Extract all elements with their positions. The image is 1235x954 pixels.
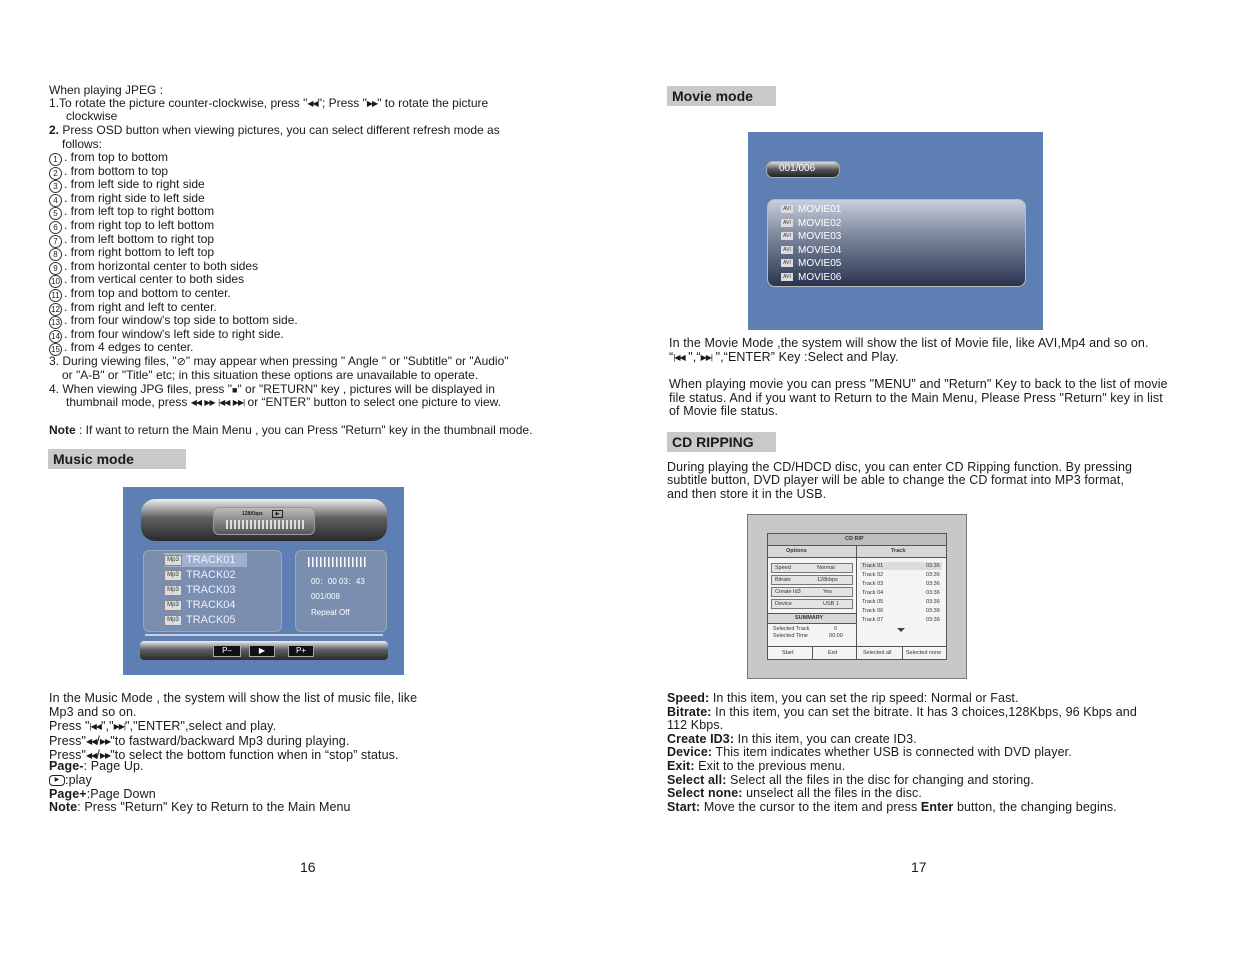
movie-name: MOVIE05 (798, 258, 842, 269)
definition-item (667, 733, 1137, 747)
option-label: Create Id3 (775, 589, 801, 595)
m3-text-c: ","ENTER",select and play. (125, 719, 277, 734)
definition-item (667, 801, 1137, 815)
bitrate-label: 128Kbps (242, 511, 263, 517)
cd-rip-screen (747, 514, 967, 679)
rewind-icon: ◀◀ (86, 751, 97, 760)
mode-text: . from left bottom to right top (64, 231, 215, 246)
definition-item (667, 787, 1137, 801)
option-value: USB 1 (823, 601, 839, 607)
definition-text: In this item, you can set the rip speed: Normal or Fast. (709, 691, 1019, 705)
track-name: TRACK03 (186, 584, 236, 596)
movie-count-box (766, 161, 840, 178)
p4-line-2 (66, 396, 501, 410)
definition-label: Select none: (667, 786, 743, 801)
page-up-line (49, 760, 144, 774)
mode-text: . from 4 edges to center. (64, 340, 194, 355)
list-item (49, 233, 298, 247)
m5-text-a: Press" (49, 748, 86, 763)
avi-tag: AVI (781, 273, 793, 281)
start-label: Start (782, 650, 794, 656)
track-row-name[interactable]: Track 06 (862, 608, 884, 614)
definition-text: 112 Kbps. (667, 718, 724, 733)
definition-label: Device: (667, 745, 713, 760)
mv2-text-c: ",“ENTER” Key :Select and Play. (712, 350, 899, 365)
summary-header: SUMMARY (795, 615, 824, 621)
level-meter-panel (213, 507, 315, 535)
previous-icon: |◀◀ (89, 722, 101, 731)
circled-number: 3 (49, 180, 62, 193)
play-icon: ▶ (49, 775, 65, 786)
option-label: Speed (775, 565, 791, 571)
mv2-text-a: “ (669, 350, 674, 365)
osd-line-2: follows: (62, 137, 103, 151)
repeat-status: Repeat Off (311, 608, 350, 617)
mode-text: . from top to bottom (64, 150, 169, 164)
selected-time-value: 00:00 (829, 633, 843, 639)
cd-desc-2: subtitle button, DVD player will be able to change the CD format into MP3 format, (667, 473, 1124, 487)
page-up-text: : Page Up. (83, 759, 144, 773)
start-button[interactable] (768, 647, 813, 659)
mode-text: . from horizontal center to both sides (64, 258, 259, 273)
m3-text-a: Press " (49, 719, 90, 734)
fast-forward-icon: ▶▶ (204, 398, 215, 408)
circled-number: 5 (49, 207, 62, 220)
mp3-tag: Mp3 (164, 600, 182, 611)
next-icon: ▶▶| (113, 722, 125, 731)
definition-text: Move the cursor to the item and press (700, 799, 921, 814)
rewind-icon: ◀◀ (307, 99, 318, 109)
option-value: Normal (817, 565, 835, 571)
play-text: :play (65, 773, 92, 787)
cd-desc-1: During playing the CD/HDCD disc, you can enter CD Ripping function. By pressing (667, 460, 1133, 474)
p4-text-b: " or "RETURN" key , pictures will be displayed in (237, 382, 495, 396)
select-all-label: Selected all (863, 650, 892, 656)
cd-ripping-heading: CD RIPPING (667, 432, 776, 452)
track-name: TRACK05 (186, 614, 236, 626)
definition-label: Speed: (667, 691, 710, 705)
list-item (49, 287, 298, 301)
m4-text-b: "to fastward/backward Mp3 during playing. (110, 734, 350, 749)
p3-line-2: or "A-B" or "Title" etc; in this situation these options are unavailable to operate. (62, 368, 479, 382)
p4-text-c: thumbnail mode, press (66, 395, 188, 409)
p4-text-d: or “ENTER” button to select one picture to view. (247, 395, 501, 409)
music-screen (123, 487, 404, 675)
movie-desc-2 (669, 351, 899, 365)
enter-key-label: Enter (920, 799, 954, 814)
track-row-time: 03:36 (926, 617, 940, 623)
rewind-icon: ◀◀ (190, 398, 202, 408)
m4-text-a: Press" (49, 734, 86, 749)
option-speed[interactable] (771, 563, 853, 573)
circled-number: 7 (49, 235, 62, 248)
note-line (49, 424, 532, 438)
movie-mode-heading: Movie mode (667, 86, 776, 106)
option-label: Device (775, 601, 792, 607)
mode-text: . from left side to right side (64, 177, 205, 192)
p4-text-a: 4. When viewing JPG files, press " (49, 382, 232, 396)
definition-text: unselect all the files in the disc. (742, 786, 922, 801)
rotate-text-a: 1.To rotate the picture counter-clockwise, press " (49, 96, 308, 110)
circled-number: 2 (49, 167, 62, 180)
track-row-name[interactable]: Track 04 (862, 590, 884, 596)
track-name: TRACK04 (186, 599, 236, 611)
play-line (49, 774, 92, 788)
mv2-text-b: ",“ (684, 350, 701, 365)
circled-number: 11 (49, 289, 62, 302)
track-count: 001/008 (311, 592, 340, 601)
movie-name: MOVIE04 (798, 244, 842, 256)
movie-name: MOVIE01 (798, 204, 842, 215)
fast-forward-icon: ▶▶ (366, 99, 378, 109)
mode-text: . from four window's top side to bottom side. (64, 313, 298, 328)
jpeg-intro: When playing JPEG : (49, 83, 164, 97)
list-item (49, 151, 298, 165)
bottom-control-bar (140, 641, 388, 660)
p3-text-a: 3. During viewing files, " (49, 354, 177, 368)
rotate-text-b: "; Press " (317, 96, 367, 110)
column-divider (856, 546, 857, 646)
definition-label: Exit: (667, 758, 695, 773)
next-icon: ▶▶| (232, 398, 245, 408)
music-desc-1: In the Music Mode , the system will show the list of music file, like (49, 691, 418, 705)
definition-item (667, 692, 1137, 706)
list-item (49, 246, 298, 260)
circled-number: 13 (49, 316, 62, 329)
mode-text: . from right and left to center. (64, 299, 217, 314)
mode-text: . from right side to left side (64, 190, 205, 205)
definition-item (667, 706, 1137, 720)
page-number-right: 17 (911, 859, 927, 875)
mode-text: . from bottom to top (64, 163, 169, 178)
movie-desc-4: file status. And if you want to Return to the Main Menu, Please Press "Return" key in list (669, 391, 1163, 405)
m5-text-b: "to select the bottom function when in “stop” status. (110, 748, 399, 763)
definition-label: Bitrate: (667, 704, 712, 719)
select-none-button[interactable] (903, 647, 946, 659)
mp3-tag: Mp3 (164, 585, 182, 596)
note2-text: : Press "Return" Key to Return to the Main Menu (77, 800, 351, 814)
note2-line (49, 801, 351, 815)
option-create-id3[interactable] (771, 587, 853, 597)
music-desc-4: Press"◀◀/▶▶"to fastward/backward Mp3 during playing. (49, 734, 350, 749)
page-up-label: Page- (49, 759, 84, 773)
track-item[interactable] (164, 599, 236, 611)
fast-forward-icon: ▶▶ (99, 751, 111, 760)
circled-number: 8 (49, 248, 62, 261)
music-desc-5: Press"◀◀/▶▶"to select the bottom function when in “stop” status. (49, 748, 399, 763)
music-desc-2: Mp3 and so on. (49, 705, 137, 719)
mp3-tag: Mp3 (164, 615, 182, 626)
definition-item (667, 719, 1137, 733)
cd-definitions (667, 692, 1137, 814)
movie-item[interactable] (781, 272, 841, 283)
progress-bar (145, 634, 383, 636)
movie-item[interactable] (781, 231, 841, 242)
osd-num: 2. (49, 123, 60, 137)
angle-icon: ⊘ (176, 356, 186, 368)
fast-forward-icon: ▶▶ (99, 737, 111, 746)
avi-tag: AVI (781, 205, 793, 213)
movie-name: MOVIE03 (798, 231, 842, 242)
circled-number: 6 (49, 221, 62, 234)
list-item (49, 328, 298, 342)
select-none-label: Selected none (906, 650, 942, 656)
track-row-name[interactable]: Track 03 (862, 581, 884, 587)
option-device[interactable] (771, 599, 853, 609)
page-number-left: 16 (300, 859, 316, 875)
cd-rip-titlebar (768, 534, 946, 546)
refresh-mode-list (49, 151, 298, 355)
music-mode-heading: Music mode (48, 449, 186, 469)
page-down-text: :Page Down (86, 787, 156, 801)
note2-label: Note (49, 800, 78, 814)
definition-item (667, 774, 1137, 788)
definition-label: Create ID3: (667, 731, 735, 746)
list-item (49, 205, 298, 219)
select-all-button[interactable] (857, 647, 903, 659)
info-panel (295, 550, 387, 632)
note-label: Note (49, 423, 76, 437)
track-row-name[interactable]: Track 02 (862, 572, 884, 578)
rotate-text-c: " to rotate the picture (377, 96, 489, 110)
track-name: TRACK02 (186, 569, 236, 581)
track-item[interactable] (164, 614, 236, 626)
track-item[interactable] (164, 569, 236, 581)
track-header: Track (891, 548, 906, 554)
list-item (49, 301, 298, 315)
summary-header-cell (768, 613, 856, 624)
option-value: 128kbps (817, 577, 838, 583)
track-list-panel (143, 550, 282, 632)
play-icon: ▶ (272, 510, 283, 518)
page-down-button[interactable]: P+ (288, 645, 314, 657)
movie-desc-3: When playing movie you can press "MENU" and "Return" Key to back to the list of movie (669, 377, 1168, 391)
volume-bars (308, 557, 366, 567)
track-row-name[interactable]: Track 01 (862, 563, 884, 569)
cd-rip-title: CD RIP (845, 536, 864, 542)
movie-count: 001/006 (779, 163, 816, 174)
exit-label: Exit (828, 650, 838, 656)
definition-text: In this item, you can set the bitrate. It has 3 choices,128Kbps, 96 Kbps and (711, 704, 1137, 719)
movie-item[interactable] (781, 204, 841, 215)
mode-text: . from right bottom to left top (64, 245, 215, 260)
circled-number: 1 (49, 153, 62, 166)
page-down-label: Page+ (49, 787, 87, 801)
definition-item (667, 746, 1137, 760)
page-up-button[interactable]: P– (213, 645, 241, 657)
cd-rip-window (767, 533, 947, 660)
track-name: TRACK01 (186, 554, 236, 566)
list-item (49, 192, 298, 206)
next-icon: ▶▶| (700, 353, 712, 362)
movie-screen (748, 132, 1043, 330)
avi-tag: AVI (781, 246, 793, 254)
list-item (49, 314, 298, 328)
music-header-bar (141, 499, 387, 541)
note-text: : If want to return the Main Menu , you can Press "Return" key in the thumbnail mode. (75, 423, 533, 437)
definition-text: In this item, you can create ID3. (734, 731, 917, 746)
time-readout: 00：00 03：43 (311, 577, 365, 586)
definition-label: Select all: (667, 772, 727, 787)
mode-text: . from left top to right bottom (64, 204, 215, 219)
track-row-name[interactable]: Track 07 (862, 617, 884, 623)
track-row-name[interactable]: Track 05 (862, 599, 884, 605)
track-item[interactable] (164, 584, 236, 596)
options-header-cell (768, 546, 857, 558)
definition-text: button, the changing begins. (953, 799, 1117, 814)
definition-text: Select all the files in the disc for changing and storing. (726, 772, 1034, 787)
mode-text: . from right top to left bottom (64, 217, 215, 232)
avi-tag: AVI (781, 259, 793, 267)
cd-desc-3: and then store it in the USB. (667, 487, 827, 501)
circled-number: 12 (49, 303, 62, 316)
list-item (49, 273, 298, 287)
m3-text-b: "," (100, 719, 114, 734)
mp3-tag: Mp3 (164, 555, 182, 566)
movie-item[interactable] (781, 258, 841, 269)
rotate-line-2: clockwise (66, 109, 118, 123)
track-row-time: 03:36 (926, 599, 940, 605)
play-button[interactable]: ▶ (249, 645, 275, 657)
list-item (49, 260, 298, 274)
avi-tag: AVI (781, 219, 793, 227)
track-row-time: 03:36 (926, 572, 940, 578)
option-value: Yes (823, 589, 832, 595)
osd-line (49, 124, 500, 138)
definition-text: Exit to the previous menu. (694, 758, 846, 773)
rewind-icon: ◀◀ (86, 737, 97, 746)
movie-item[interactable] (781, 218, 841, 229)
mode-text: . from vertical center to both sides (64, 272, 245, 287)
option-bitrate[interactable] (771, 575, 853, 585)
track-row-time: 03:36 (926, 563, 940, 569)
track-item[interactable] (164, 554, 236, 566)
movie-desc-5: of Movie file status. (669, 404, 779, 418)
mp3-tag: Mp3 (164, 570, 182, 581)
movie-item[interactable] (781, 245, 841, 256)
definition-label: Start: (667, 799, 701, 814)
osd-text: Press OSD button when viewing pictures, you can select different refresh mode as (62, 123, 500, 137)
scroll-down-icon[interactable] (897, 628, 905, 632)
previous-icon: |◀◀ (673, 353, 685, 362)
previous-icon: |◀◀ (218, 398, 230, 408)
mode-text: . from top and bottom to center. (64, 285, 231, 300)
list-item (49, 341, 298, 355)
definition-item (667, 760, 1137, 774)
track-row-time: 03:36 (926, 590, 940, 596)
track-header-cell (857, 546, 946, 558)
list-item (49, 165, 298, 179)
selected-track-value: 0 (834, 626, 838, 632)
list-item (49, 178, 298, 192)
movie-list-panel (767, 199, 1026, 287)
avi-tag: AVI (781, 232, 793, 240)
options-header: Options (786, 548, 807, 554)
definition-text: This item indicates whether USB is connected with DVD player. (712, 745, 1072, 760)
track-row-time: 03:36 (926, 581, 940, 587)
stop-icon: ■ (232, 385, 238, 395)
movie-name: MOVIE06 (798, 271, 842, 283)
movie-name: MOVIE02 (798, 217, 842, 229)
track-row-time: 03:36 (926, 608, 940, 614)
circled-number: 15 (49, 343, 62, 356)
circled-number: 4 (49, 194, 62, 207)
circled-number: 10 (49, 275, 62, 288)
circled-number: 9 (49, 262, 62, 275)
selected-time-label: Selected Time (773, 633, 808, 639)
mode-text: . from four window's left side to right side. (64, 326, 284, 341)
movie-desc-1: In the Movie Mode ,the system will show the list of Movie file, like AVI,Mp4 and so on. (669, 336, 1149, 350)
exit-button[interactable] (813, 647, 857, 659)
circled-number: 14 (49, 330, 62, 343)
level-meter-bars (226, 520, 304, 529)
option-label: Bitrate (775, 577, 791, 583)
list-item (49, 219, 298, 233)
p3-text-b: " may appear when pressing " Angle " or "Subtitle" or "Audio" (185, 354, 509, 368)
music-desc-3 (49, 720, 276, 734)
selected-track-label: Selected Track (773, 626, 810, 632)
